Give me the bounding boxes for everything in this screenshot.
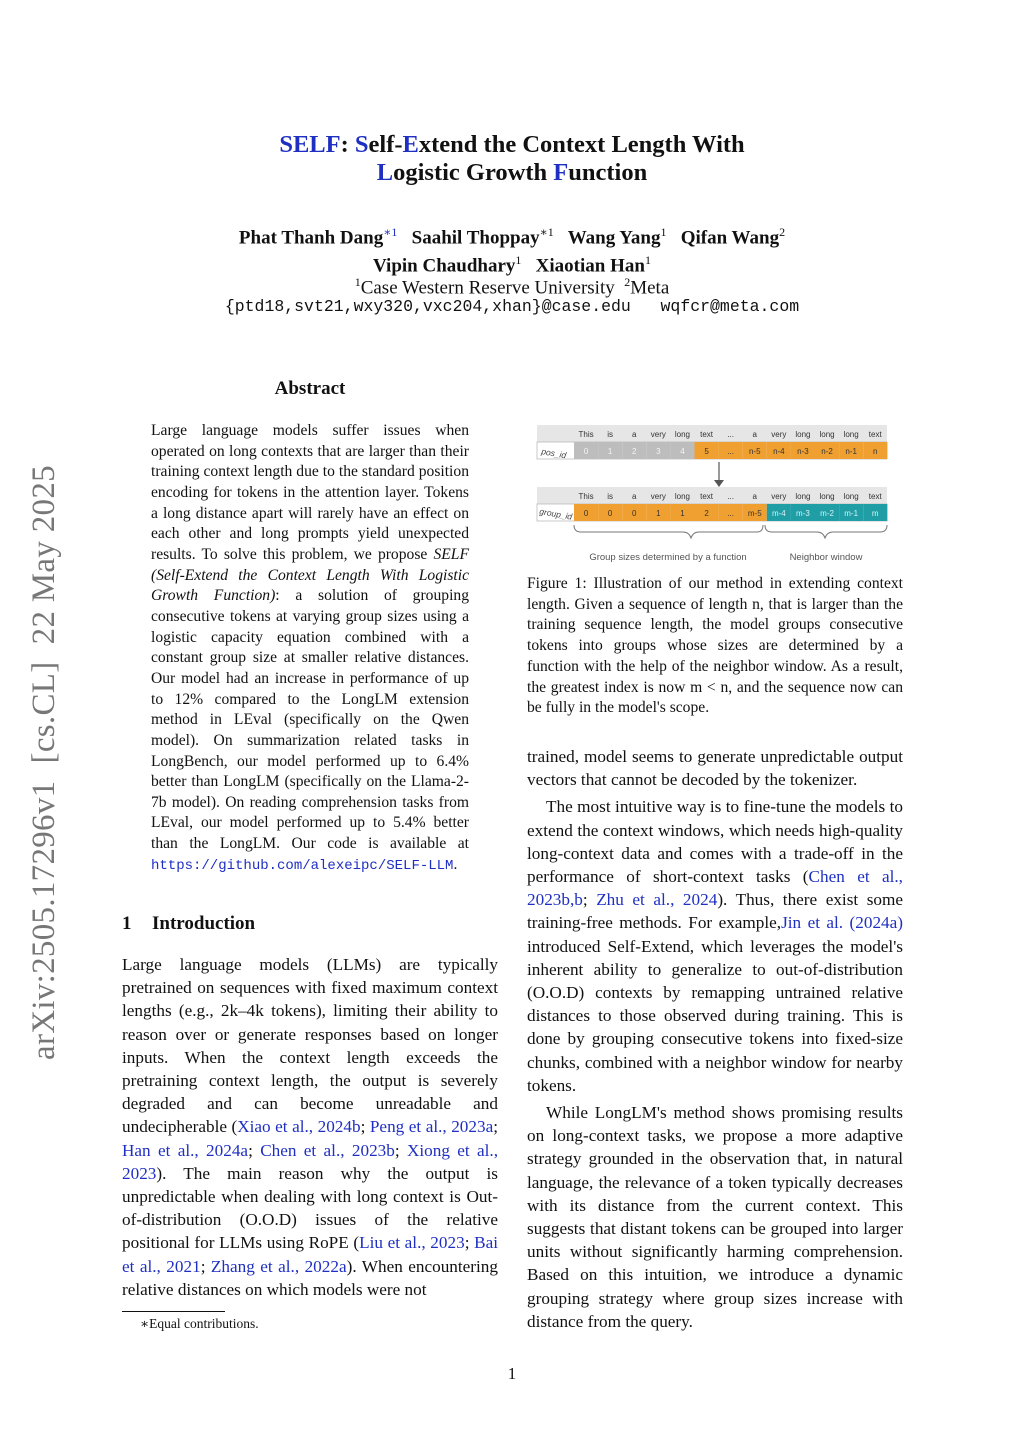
affiliation: Meta <box>630 277 670 299</box>
title-part: F <box>553 159 569 186</box>
author-mark: 1 <box>515 253 522 268</box>
citation-link[interactable]: Liu et al., 2023 <box>359 1233 465 1253</box>
author-name: Wang Yang <box>567 227 661 249</box>
citation-link[interactable]: Bai et al., 2021 <box>122 1233 498 1276</box>
page-number: 1 <box>507 1364 517 1383</box>
token-label: a <box>632 430 637 439</box>
token-label: a <box>752 430 757 439</box>
author-mark: 1 <box>660 225 667 239</box>
abstract-text: . <box>453 855 458 873</box>
group-size-label: Group sizes determined by a function <box>589 552 747 563</box>
token-label: very <box>650 492 666 501</box>
token-label: a <box>632 492 637 501</box>
id-cell-label: n-3 <box>797 447 809 456</box>
group-id-label: group_id <box>538 506 573 522</box>
abstract-italic: SELF (Self-Extend the Context Length With Logistic Growth Function) <box>151 545 469 605</box>
pos-row <box>537 425 887 460</box>
abstract-body <box>151 421 469 876</box>
figure-caption: Figure 1: Illustration of our method in extending context length. Given a sequence of length n, that is larger than the training sequence length, the model groups consecutive tokens into groups whose sizes are determined by a function with the help of the neighbor window. As a result, the greatest index is now m < n, and the sequence now can be fully in the model's scope. <box>527 575 903 717</box>
token-label: long <box>843 430 859 439</box>
author-name: Xiaotian Han <box>535 255 645 277</box>
token-label: text <box>700 492 714 501</box>
body-text: ; <box>248 1140 261 1160</box>
token-label: long <box>674 430 691 439</box>
citation-link[interactable]: Peng et al., 2023a <box>369 1117 494 1137</box>
body-text: ; <box>200 1256 211 1276</box>
author-mark: 2 <box>779 225 786 239</box>
token-label: This <box>578 492 594 501</box>
title-part: : <box>340 131 355 158</box>
id-cell-label: ... <box>727 447 734 456</box>
body-text: ). Thus, there exist some training-free methods. For example, <box>527 890 903 933</box>
title-part: S <box>354 131 369 158</box>
intro-paragraph <box>122 953 498 1301</box>
author-name: Qifan Wang <box>680 227 780 249</box>
author-mark: 1 <box>644 253 651 268</box>
pos-id-label: pos_id <box>540 446 568 461</box>
author-name: Vipin Chaudhary <box>373 255 516 277</box>
id-cell-label: m <box>871 509 879 518</box>
id-cell-label: 1 <box>656 509 661 518</box>
id-cell-label: n-1 <box>845 447 857 456</box>
token-label: text <box>868 492 882 501</box>
body-text: introduced Self-Extend, which leverages the model's inherent ability to generalize to out-of-distribution (O.O.D) contexts by remapping untrained relative distances to those observed during training. This is done by grouping consecutive tokens into fixed-size chunks, combined with a neighbor window for nearby tokens. <box>527 936 903 1095</box>
section-heading <box>122 913 255 935</box>
affiliation: Case Western Reserve University <box>360 277 615 299</box>
token-label: long <box>819 492 835 501</box>
author-emails: {ptd18,svt21,wxy320,vxc204,xhan}@case.edu wqfcr@meta.com <box>224 297 800 316</box>
arxiv-stamp: arXiv:2505.17296v1 [cs.CL] 22 May 2025 <box>26 465 62 1060</box>
group-row <box>537 487 887 522</box>
author-name: Phat Thanh Dang <box>238 227 384 249</box>
intro-right-column <box>527 745 903 1333</box>
author-mark: ∗1 <box>539 225 554 239</box>
token-label: a <box>752 492 757 501</box>
citation-link[interactable]: Xiong et al., 2023 <box>122 1140 499 1183</box>
neighbor-window-label: Neighbor window <box>789 552 863 563</box>
section-number: 1 <box>122 913 132 934</box>
section-title: Introduction <box>152 913 256 934</box>
group-id-cells <box>574 504 887 521</box>
paper-title <box>0 131 1024 187</box>
id-cell-label: 2 <box>704 509 709 518</box>
token-label: ... <box>727 430 734 439</box>
title-part: xtend the Context Length With <box>418 131 745 158</box>
brace-left <box>574 525 763 538</box>
id-cell-label: n <box>873 447 878 456</box>
citation-link[interactable]: Xiao et al., 2024b <box>237 1117 361 1137</box>
body-text: ). The main reason why the output is unpredictable when dealing with long context is Out-of-distribution (O.O.D) issues of the relative positional for LLMs using RoPE ( <box>122 1163 498 1253</box>
author-mark: ∗1 <box>383 225 398 239</box>
footnote: ∗Equal contributions. <box>140 1316 259 1331</box>
token-label: long <box>795 492 811 501</box>
id-cell-label: m-3 <box>796 509 810 518</box>
token-label: very <box>771 492 787 501</box>
title-part: ogistic Growth <box>393 159 554 186</box>
token-label: long <box>819 430 835 439</box>
id-cell-label: 0 <box>607 509 613 518</box>
pos-id-cells <box>574 442 887 459</box>
token-label: very <box>650 430 666 439</box>
body-text: ; <box>394 1140 407 1160</box>
token-label: ... <box>727 492 734 501</box>
id-cell-label: m-2 <box>820 509 834 518</box>
token-label: text <box>700 430 714 439</box>
token-label: is <box>607 430 614 439</box>
affiliation-mark: 2 <box>624 275 631 289</box>
token-label: text <box>868 430 882 439</box>
token-label: long <box>843 492 859 501</box>
intro-left-column <box>122 953 498 1301</box>
abstract-text: : a solution of grouping consecutive tokens at varying group sizes using a logistic capacity equation combined with a constant group size at smaller relative distances. Our model had an increase in performance of up to 12% compared to the LongLM extension method in LEval (specifically on the Qwen model). On summarization related tasks in LongBench, our model performed up to 6.4% better than LongLM (specifically on the Llama-2-7b model). On reading comprehension tasks from LEval, our model performed up to 5.4% better than the LongLM. Our code is available at <box>151 587 469 853</box>
body-text: ; <box>360 1117 370 1137</box>
token-label: very <box>771 430 787 439</box>
token-label: long <box>795 430 811 439</box>
id-cell-label: 0 <box>583 447 589 456</box>
id-cell-label: m-4 <box>771 509 786 518</box>
arrow-head <box>714 480 724 487</box>
id-cell-label: n-4 <box>773 447 785 456</box>
id-cell-label: 0 <box>583 509 589 518</box>
title-part: unction <box>568 159 648 186</box>
token-label: long <box>674 492 691 501</box>
id-cell-label: 5 <box>704 447 709 456</box>
citation-link[interactable]: Zhang et al., 2022a <box>210 1256 347 1276</box>
affiliation-mark: 1 <box>354 275 361 289</box>
title-part: E <box>402 131 419 158</box>
citation-link[interactable]: Chen et al., 2023b <box>260 1140 395 1160</box>
title-part: elf- <box>368 131 403 158</box>
citation-link[interactable]: Han et al., 2024a <box>122 1140 249 1160</box>
id-cell-label: 1 <box>607 447 613 456</box>
token-label: is <box>607 492 614 501</box>
title-part: L <box>376 159 394 186</box>
id-cell-label: 0 <box>632 509 637 518</box>
id-cell-label: n-2 <box>821 447 833 456</box>
id-cell-label: m-5 <box>747 509 762 518</box>
id-cell-label: 2 <box>632 447 637 456</box>
abstract-heading: Abstract <box>274 378 346 399</box>
id-cell-label: m-1 <box>844 509 859 518</box>
body-text: ). When encountering relative distances on which models were not <box>122 1256 498 1299</box>
footnote-rule <box>122 1311 225 1312</box>
title-part: SELF <box>279 131 341 158</box>
intro-paragraph: While LongLM's method shows promising results on long-context tasks, we propose a more adaptive strategy grounded in the observation that, in natural language, the relevance of a token typically decreases with its distance from the current context. This suggests that distant tokens can be grouped into larger units without significantly harming comprehension. Based on this intuition, we introduce a dynamic grouping strategy where group sizes increase with distance from the query. <box>527 1103 903 1331</box>
id-cell-label: ... <box>727 509 734 518</box>
brace-right <box>765 525 887 538</box>
citation-link[interactable]: Zhu et al., 2024 <box>596 890 718 910</box>
body-text: The most intuitive way is to fine-tune the models to extend the context windows, which needs high-quality long-context data and comes with a trade-off in the performance of short-context tasks ( <box>527 797 903 887</box>
body-text: ; <box>464 1233 475 1253</box>
citation-link[interactable]: Jin et al. (2024a) <box>781 913 903 933</box>
id-cell-label: n-5 <box>748 447 761 456</box>
abstract-text: Large language models suffer issues when operated on long contexts that are larger than their training context length due to the standard position encoding for tokens in the attention layer. Tokens a long distance apart will rarely have an effect on each other and long prompts yield unexpected results. To solve this problem, we propose <box>151 422 469 563</box>
token-label: This <box>578 430 594 439</box>
citation-link[interactable]: Chen et al., 2023b,b <box>527 867 903 910</box>
id-cell-label: 4 <box>680 447 685 456</box>
author-name: Saahil Thoppay <box>411 227 540 249</box>
body-text: ; <box>493 1117 498 1137</box>
intro-paragraph <box>527 795 903 1097</box>
figure-1 <box>527 418 903 570</box>
body-text: Large language models (LLMs) are typically pretrained on sequences with fixed maximum context lengths (e.g., 2k–4k tokens), limiting their ability to reason over or generate responses based on longer inputs. When the context length exceeds the pretraining context length, the output is severely degraded and can become unreadable and undecipherable ( <box>122 955 498 1137</box>
id-cell-label: 1 <box>680 509 685 518</box>
intro-paragraph: trained, model seems to generate unpredictable output vectors that cannot be decoded by the tokenizer. <box>527 747 903 790</box>
code-url-link[interactable]: https://github.com/alexeipc/SELF-LLM <box>151 857 454 874</box>
id-cell-label: 3 <box>656 447 661 456</box>
body-text: ; <box>582 890 597 910</box>
